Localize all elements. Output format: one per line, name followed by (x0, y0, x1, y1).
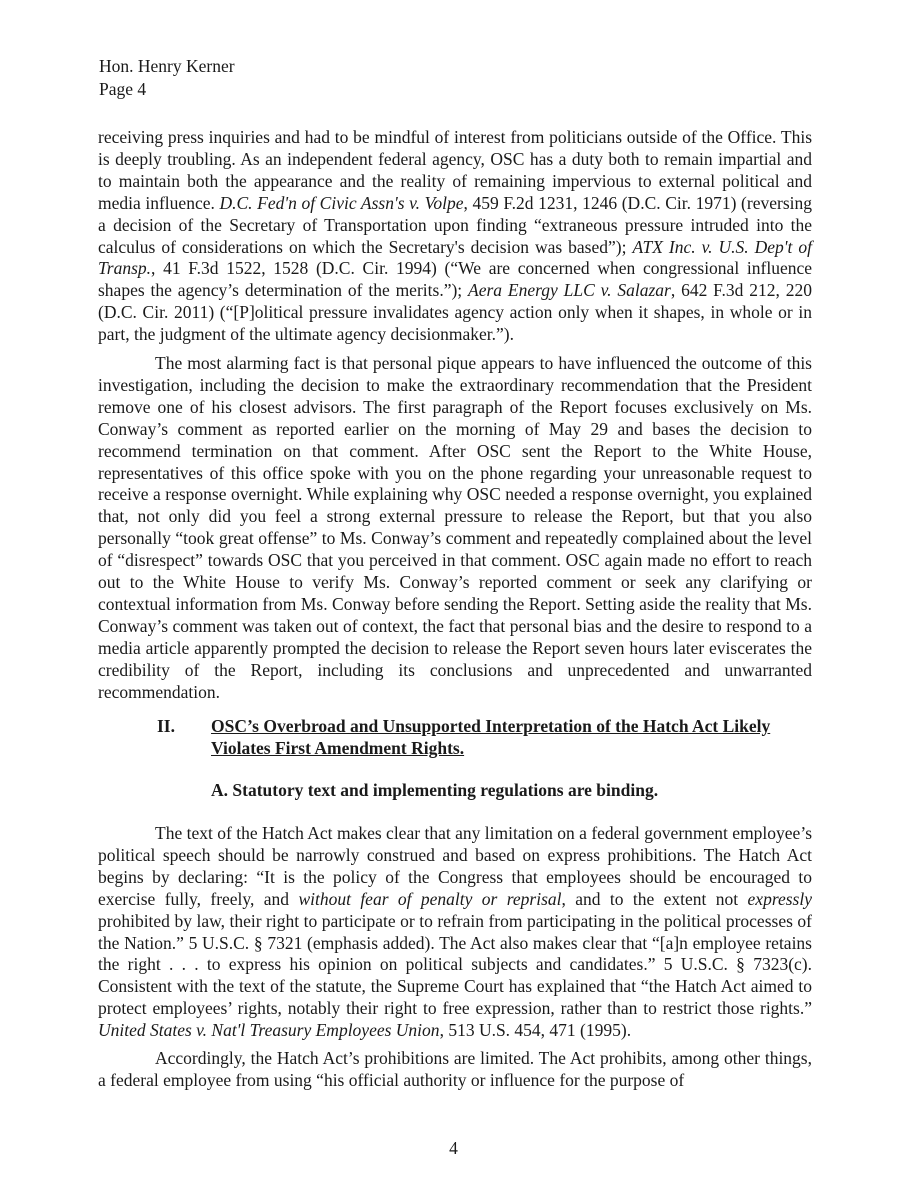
case-citation: ATX Inc. v. U.S. Dep't of Transp. (98, 236, 812, 279)
case-citation: Aera Energy LLC v. Salazar (468, 280, 671, 301)
text-run: receiving press inquiries and had to be mindful of interest from politicians outside of the Office. This is deeply troubling. As an independent federal agency, OSC has a duty both to remain impartial and to maintain both the appearance and the reality of remaining impervious to external political and media influence. (98, 127, 812, 213)
text-run: , 459 F.2d 1231, 1246 (D.C. Cir. 1971) (reversing a decision of the Secretary of Transportation upon finding “extraneous pressure intruded into the calculus of considerations on which the Secretary's decision was based”); (98, 192, 812, 257)
case-citation: D.C. Fed'n of Civic Assn's v. Volpe (219, 192, 464, 213)
section-title: OSC’s Overbroad and Unsupported Interpretation of the Hatch Act Likely Violates First Amendment Rights. (211, 716, 771, 758)
text-run: prohibited by law, their right to participate or to refrain from participating in the political processes of the Nation.” 5 U.S.C. § 7321 (emphasis added). The Act also makes clear that “[a]n employee retains the right . . . to express his opinion on political subjects and candidates.” 5 U.S.C. § 7323(c). Consistent with the text of the statute, the Supreme Court has explained that “the Hatch Act aimed to protect employees’ rights, notably their right to free expression, rather than to restrict those rights.” (98, 910, 812, 1019)
text-run: , 41 F.3d 1522, 1528 (D.C. Cir. 1994) (“We are concerned when congressional influence shapes the agency’s determination of the merits.”); (98, 258, 812, 301)
paragraph-4 (98, 1048, 812, 1092)
paragraph-1 (98, 127, 812, 346)
text-run: Accordingly, the Hatch Act’s prohibitions are limited. The Act prohibits, among other things, a federal employee from using “his official authority or influence for the purpose of (98, 1048, 812, 1090)
case-citation: United States v. Nat'l Treasury Employees Union (98, 1020, 440, 1041)
text-run: , 642 F.3d 212, 220 (D.C. Cir. 2011) (“[P]olitical pressure invalidates agency action only when it shapes, in whole or in part, the judgment of the ultimate agency decisionmaker.”). (98, 280, 812, 345)
section-number: II. (157, 716, 175, 736)
paragraph-3 (98, 823, 812, 1042)
case-citation: without fear of penalty or reprisal (298, 888, 562, 909)
paragraph-2 (98, 353, 812, 704)
text-run: The text of the Hatch Act makes clear that any limitation on a federal government employee’s political speech should be narrowly construed and based on express prohibitions. The Hatch Act begins by declaring: “It is the policy of the Congress that employees should be encouraged to exercise fully, freely, and (98, 823, 812, 909)
page-label: Page 4 (99, 79, 147, 99)
page-number: 4 (449, 1138, 458, 1158)
text-run: , and to the extent not (561, 888, 748, 909)
subheading: A. Statutory text and implementing regulations are binding. (211, 780, 659, 800)
text-run: , 513 U.S. 454, 471 (1995). (439, 1020, 632, 1041)
case-citation: expressly (747, 888, 812, 909)
letter-header (99, 55, 235, 101)
addressee: Hon. Henry Kerner (99, 56, 235, 76)
text-run: The most alarming fact is that personal pique appears to have influenced the outcome of this investigation, including the decision to make the extraordinary recommendation that the President remove one of his closest advisors. The first paragraph of the Report focuses exclusively on Ms. Conway’s comment as reported earlier on the morning of May 29 and bases the decision to recommend termination on that comment. After OSC sent the Report to the White House, representatives of this office spoke with you on the phone regarding your unreasonable request to receive a response overnight. While explaining why OSC needed a response overnight, you explained that, not only did you feel a strong external pressure to release the Report, but that you also personally “took great offense” to Ms. Conway’s comment and repeatedly complained about the level of “disrespect” towards OSC that you perceived in that comment. OSC again made no effort to reach out to the White House to verify Ms. Conway’s reported comment or seek any clarifying or contextual information from Ms. Conway before sending the Report. Setting aside the reality that Ms. Conway’s comment was taken out of context, the fact that personal bias and the desire to respond to a media article apparently prompted the decision to release the Report seven hours later eviscerates the credibility of the Report, including its conclusions and unprecedented and unwarranted recommendation. (98, 353, 812, 702)
